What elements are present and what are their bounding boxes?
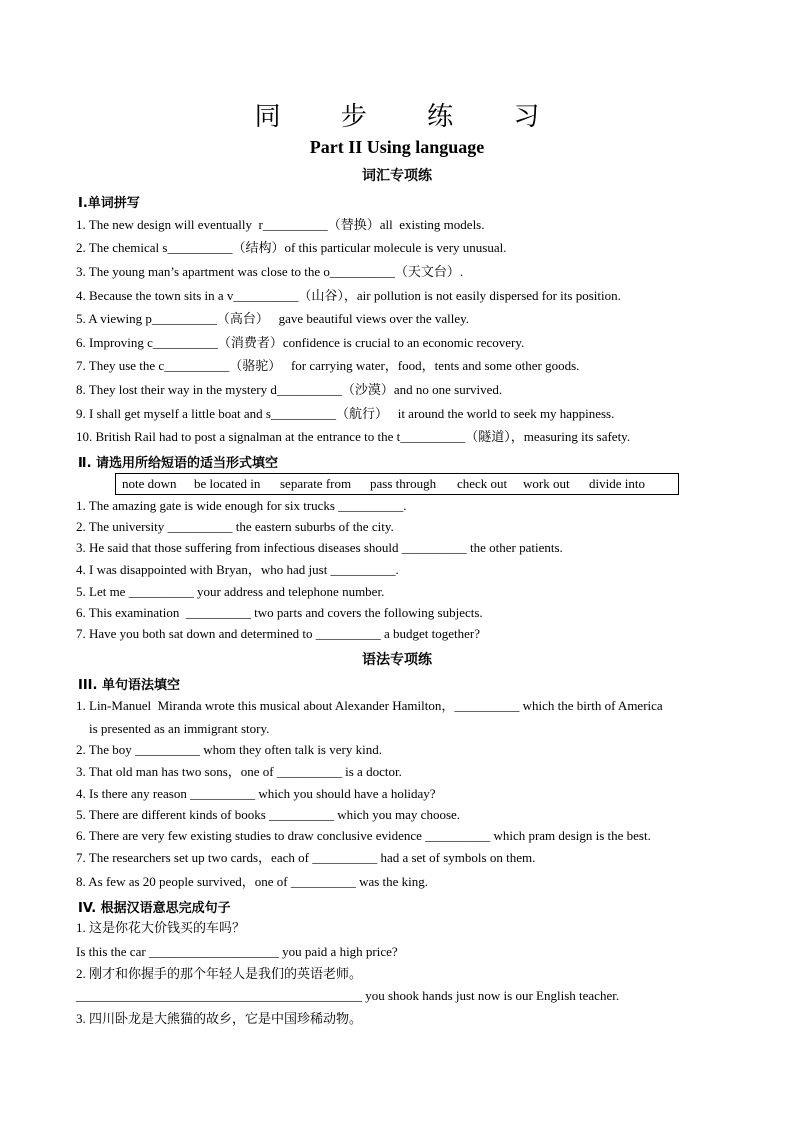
section2-item: 1. The amazing gate is wide enough for six trucks __________. [76,498,407,513]
section3-item: 6. There are very few existing studies to draw conclusive evidence __________ which pram design is the best. [76,828,651,843]
section3-item: 5. There are different kinds of books __________ which you may choose. [76,807,461,822]
translation-prompt: 1. 这是你花大价钱买的车吗？ [76,920,246,935]
phrase: divide into [589,476,645,491]
phrase: be located in [194,476,261,491]
page-subtitle: Part II Using language [309,137,485,157]
section1-item: 8. They lost their way in the mystery d__________（沙漠）and no one survived. [76,382,503,397]
section1-item: 6. Improving c__________（消费者）confidence is crucial to an economic recovery. [76,335,525,350]
section2-item: 3. He said that those suffering from infectious diseases should __________ the other patients. [76,540,563,555]
page-title: 同 步 练 习 [254,102,566,132]
section3-item: 7. The researchers set up two cards，each of __________ had a set of symbols on them. [76,850,536,865]
section3-item: 1. Lin-Manuel Miranda wrote this musical about Alexander Hamilton，__________ which the birth of America [76,698,663,713]
translation-prompt: 3. 四川卧龙是大熊猫的故乡，它是中国珍稀动物。 [76,1011,363,1026]
section3-item: 8. As few as 20 people survived，one of __________ was the king. [76,874,429,889]
phrase: check out [457,476,508,491]
section2-item: 5. Let me __________ your address and telephone number. [76,584,385,599]
section4-heading: IV. 根据汉语意思完成句子 [78,901,231,916]
section3-item-continued: is presented as an immigrant story. [89,721,270,736]
phrase-box [115,473,679,495]
section3-item: 4. Is there any reason __________ which you should have a holiday? [76,786,436,801]
section2-item: 7. Have you both sat down and determined to __________ a budget together? [76,626,480,641]
section2-heading: Ⅱ. 请选用所给短语的适当形式填空 [78,456,279,471]
section1-item: 9. I shall get myself a little boat and s__________（航行） it around the world to seek my happiness. [76,406,615,421]
section2-item: 2. The university __________ the eastern suburbs of the city. [76,519,394,534]
phrase: note down [122,476,177,491]
translation-answer-line: Is this the car ____________________ you paid a high price? [76,944,398,959]
section1-item: 4. Because the town sits in a v__________（山谷），air pollution is not easily dispersed for its position. [76,288,621,303]
section1-item: 7. They use the c__________（骆驼） for carrying water，food，tents and some other goods. [76,358,580,373]
section1-item: 5. A viewing p__________（高台） gave beautiful views over the valley. [76,311,470,326]
section1-heading: Ⅰ.单词拼写 [78,196,140,211]
phrase: separate from [280,476,352,491]
vocab-heading: 词汇专项练 [362,168,432,184]
section3-item: 2. The boy __________ whom they often talk is very kind. [76,742,382,757]
translation-answer-line: ____________________________________________ you shook hands just now is our English teacher. [76,988,620,1003]
section2-item: 4. I was disappointed with Bryan，who had just __________. [76,562,399,577]
section2-item: 6. This examination __________ two parts and covers the following subjects. [76,605,483,620]
section3-heading: III. 单句语法填空 [78,678,180,693]
phrase: pass through [370,476,437,491]
section1-item: 2. The chemical s__________（结构）of this particular molecule is very unusual. [76,240,507,255]
grammar-heading: 语法专项练 [362,652,432,668]
section1-item: 1. The new design will eventually r__________（替换）all existing models. [76,217,485,232]
section3-item: 3. That old man has two sons，one of __________ is a doctor. [76,764,402,779]
translation-prompt: 2. 刚才和你握手的那个年轻人是我们的英语老师。 [76,966,363,981]
section1-item: 3. The young man’s apartment was close to the o__________（天文台）. [76,264,464,279]
phrase: work out [523,476,570,491]
section1-item: 10. British Rail had to post a signalman at the entrance to the t__________（隧道），measuring its safety. [76,429,631,444]
